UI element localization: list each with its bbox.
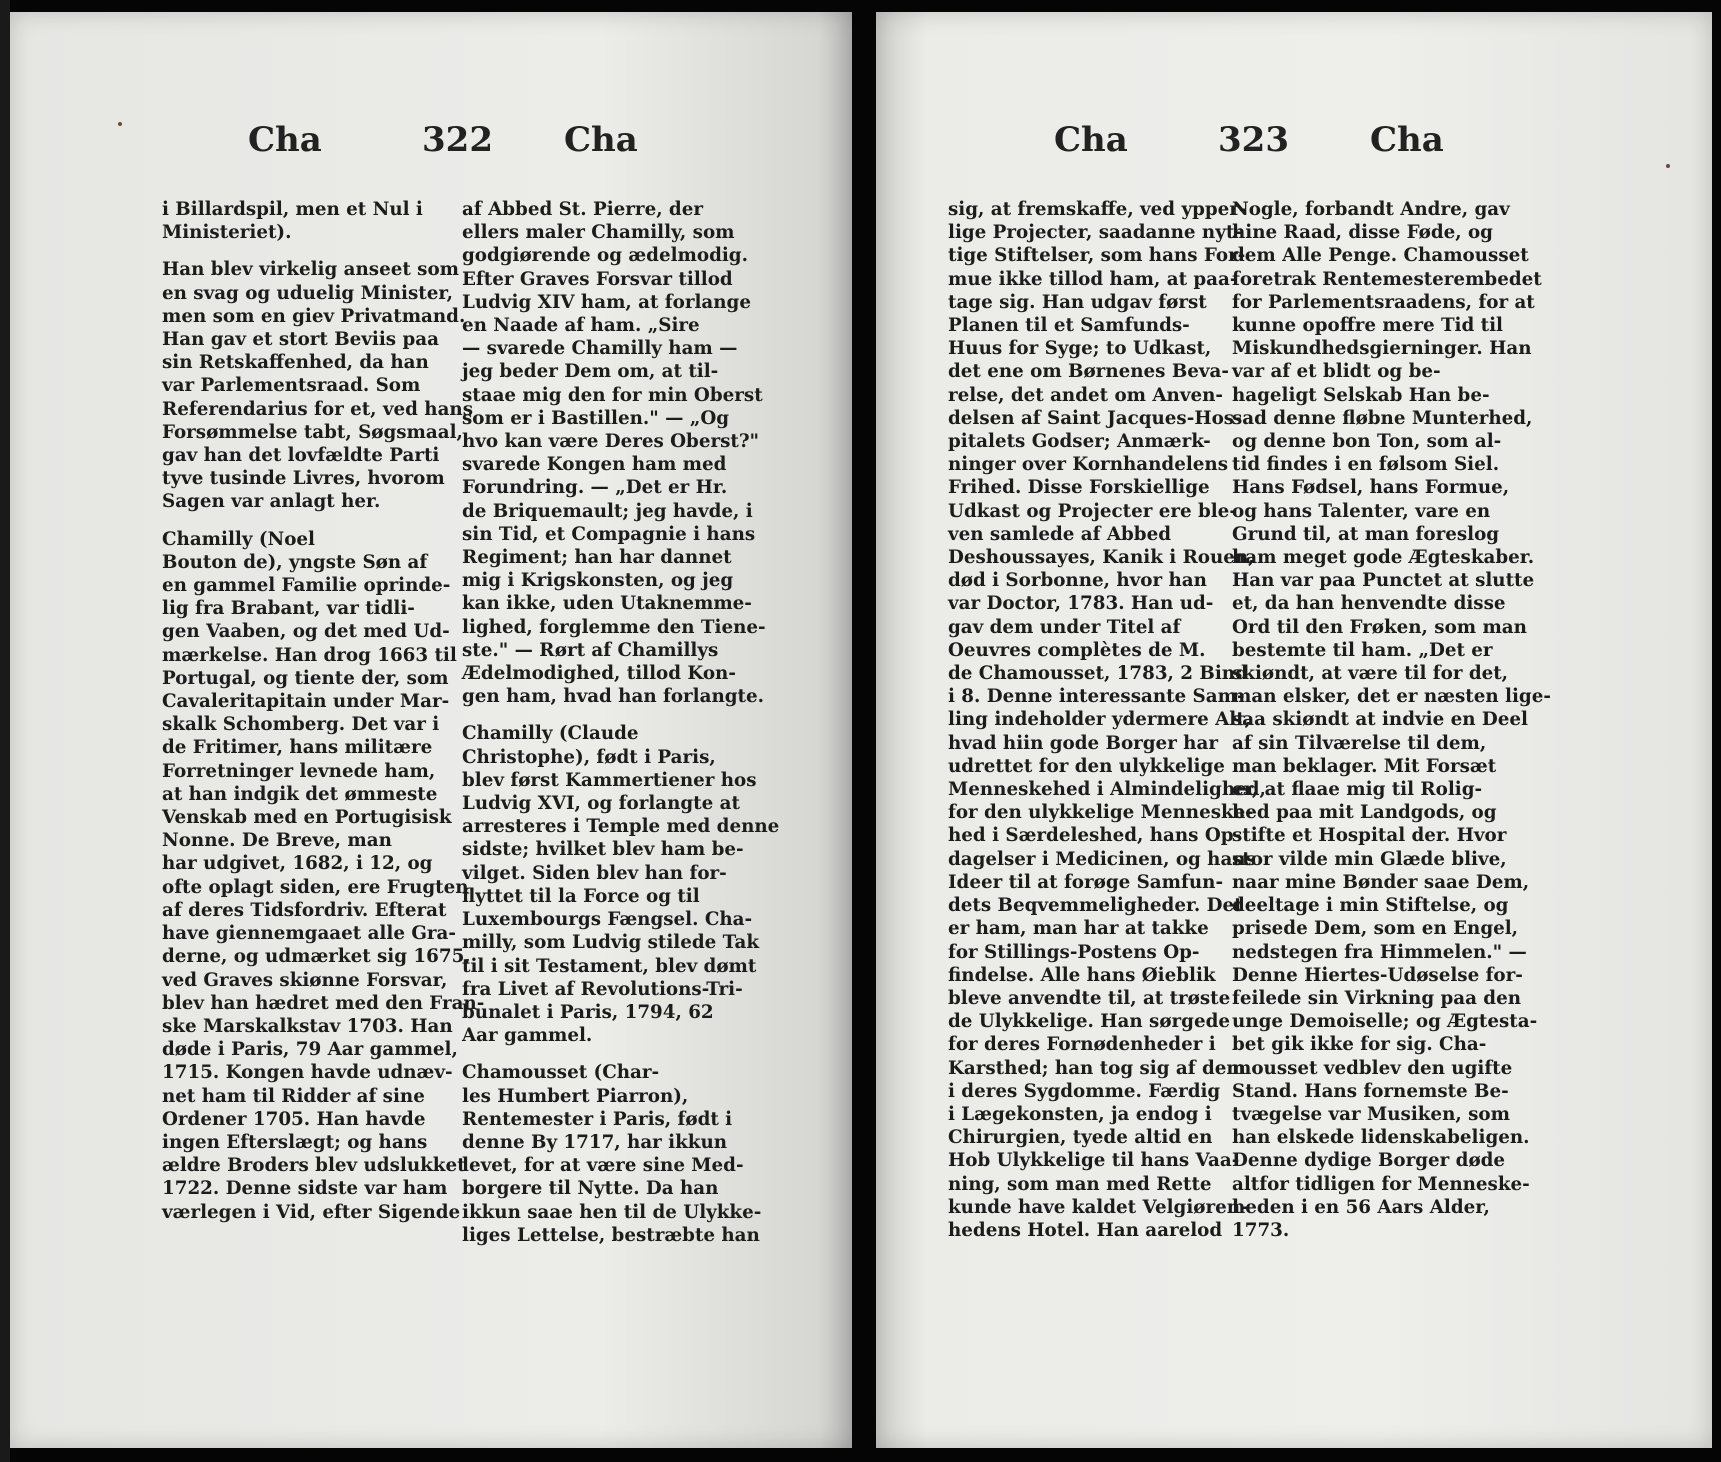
text-line: tige Stiftelser, som hans For-: [948, 245, 1246, 267]
text-line: Ord til den Frøken, som man: [1232, 616, 1527, 638]
text-line: Chirurgien, tyede altid en: [948, 1127, 1213, 1149]
text-line: net ham til Ridder af sine: [162, 1085, 425, 1107]
text-line: Ordener 1705. Han havde: [162, 1108, 426, 1130]
text-line: prisede Dem, som en Engel,: [1232, 918, 1519, 940]
text-line: Christophe), født i Paris,: [462, 746, 716, 768]
text-line: og hans Talenter, vare en: [1232, 500, 1491, 522]
text-line: Hans Fødsel, hans Formue,: [1232, 477, 1510, 499]
text-line: svarede Kongen ham med: [462, 454, 727, 476]
text-line: mig i Krigskonsten, og jeg: [462, 570, 734, 592]
text-line: de Ulykkelige. Han sørgede: [948, 1011, 1231, 1033]
text-line: hed i Særdeleshed, hans Op-: [948, 825, 1242, 847]
text-line: for Parlementsraadens, for at: [1232, 291, 1535, 313]
text-line: gen ham, hvad han forlangte.: [462, 686, 764, 708]
text-line: lighed, forglemme den Tiene-: [462, 616, 766, 638]
text-line: unge Demoiselle; og Ægtesta-: [1232, 1011, 1538, 1033]
text-line: dem Alle Penge. Chamousset: [1232, 245, 1529, 267]
text-line: foretrak Rentemesterembedet: [1232, 268, 1542, 290]
text-line: Denne Hiertes-Udøselse for-: [1232, 964, 1523, 986]
text-line: denne By 1717, har ikkun: [462, 1131, 728, 1153]
text-line: Forundring. — „Det er Hr.: [462, 477, 728, 499]
text-line: hed paa mit Landgods, og: [1232, 802, 1497, 824]
text-line: er, at flaae mig til Rolig-: [1232, 779, 1483, 801]
text-line: udrettet for den ulykkelige: [948, 755, 1225, 777]
text-line: Han gav et stort Beviis paa: [162, 329, 439, 351]
text-line: i Lægekonsten, ja endog i: [948, 1103, 1212, 1125]
text-line: hvo kan være Deres Oberst?": [462, 431, 760, 453]
text-line: Grund til, at man foreslog: [1232, 523, 1500, 545]
text-line: Han blev virkelig anseet som: [162, 259, 459, 281]
text-line: levet, for at være sine Med-: [462, 1155, 744, 1177]
text-line: have giennemgaaet alle Gra-: [162, 923, 456, 945]
text-line: staae mig den for min Oberst: [462, 384, 763, 406]
text-line: kunne opoffre mere Tid til: [1232, 315, 1503, 337]
left-page-column-1: [162, 198, 485, 1224]
text-line: Portugal, og tiente der, som: [162, 667, 449, 689]
text-line: Luxembourgs Fængsel. Cha-: [462, 909, 753, 931]
text-line: sin Retskaffenhed, da han: [162, 352, 429, 374]
text-line: for Stillings-Postens Op-: [948, 941, 1200, 963]
text-line: — svarede Chamilly ham —: [462, 338, 738, 360]
text-line: ning, som man med Rette: [948, 1173, 1212, 1195]
book-gutter: [852, 0, 876, 1462]
text-line: Denne dydige Borger døde: [1232, 1150, 1506, 1172]
left-page-header: [248, 120, 668, 170]
text-line: skalk Schomberg. Det var i: [162, 714, 440, 736]
text-line: tyve tusinde Livres, hvorom: [162, 468, 445, 490]
text-line: ingen Efterslægt; og hans: [162, 1131, 428, 1153]
text-line: 1722. Denne sidste var ham: [162, 1178, 448, 1200]
text-line: stifte et Hospital der. Hvor: [1232, 825, 1507, 847]
text-line: Ædelmodighed, tillod Kon-: [462, 663, 736, 685]
text-line: blev først Kammertiener hos: [462, 769, 757, 791]
text-line: i deres Sygdomme. Færdig: [948, 1080, 1221, 1102]
text-line: til i sit Testament, blev dømt: [462, 955, 757, 977]
text-line: de Briquemault; jeg havde, i: [462, 500, 753, 522]
text-line: Aar gammel.: [462, 1025, 593, 1047]
text-line: Miskundhedsgierninger. Han: [1232, 338, 1532, 360]
text-line: sad denne fløbne Munterhed,: [1232, 407, 1533, 429]
text-line: har udgivet, 1682, i 12, og: [162, 853, 433, 875]
text-line: Nonne. De Breve, man: [162, 830, 392, 852]
text-line: mousset vedblev den ugifte: [1232, 1057, 1513, 1079]
text-line: det ene om Børnenes Bevа-: [948, 361, 1229, 383]
text-line: Chamilly (Noel: [162, 528, 315, 550]
page-number: 323: [1218, 120, 1289, 160]
text-line: Huus for Syge; to Udkast,: [948, 338, 1212, 360]
text-line: Regiment; han har dannet: [462, 547, 732, 569]
running-head-right: Cha: [1370, 120, 1444, 160]
text-line: var Doctor, 1783. Han ud-: [948, 593, 1214, 615]
text-line: bet gik ikke for sig. Cha-: [1232, 1034, 1487, 1056]
text-line: 1773.: [1232, 1219, 1290, 1241]
text-line: nedstegen fra Himmelen." —: [1232, 941, 1527, 963]
text-line: flyttet til la Force og til: [462, 885, 700, 907]
text-line: Ministeriet).: [162, 222, 292, 244]
text-line: Venskab med en Portugisisk: [162, 807, 452, 829]
text-line: borgere til Nytte. Da han: [462, 1178, 719, 1200]
text-line: kan ikke, uden Utaknemme-: [462, 593, 752, 615]
text-line: i Billardspil, men et Nul i: [162, 199, 423, 220]
text-line: delsen af Saint Jacques-Hos-: [948, 407, 1242, 429]
text-line: han elskede lidenskabeligen.: [1232, 1127, 1530, 1149]
text-line: ofte oplagt siden, ere Frugten: [162, 876, 469, 898]
text-line: sin Tid, et Compagnie i hans: [462, 523, 756, 545]
text-line: men som en giev Privatmand.: [162, 305, 466, 327]
text-line: sig, at fremskaffe, ved ypper-: [948, 199, 1247, 220]
text-line: milly, som Ludvig stilede Tak: [462, 932, 760, 954]
text-line: de Fritimer, hans militære: [162, 737, 433, 759]
text-line: Cavaleritapitain under Mar-: [162, 691, 450, 713]
text-line: for den ulykkelige Menneske-: [948, 802, 1253, 824]
text-line: vilget. Siden blev han for-: [462, 862, 727, 884]
text-line: mue ikke tillod ham, at paa-: [948, 268, 1238, 290]
text-line: Han var paa Punctet at slutte: [1232, 570, 1535, 592]
text-line: Karsthed; han tog sig af dem: [948, 1057, 1246, 1079]
text-line: Planen til et Samfunds-: [948, 315, 1190, 337]
text-line: af deres Tidsfordriv. Efterat: [162, 899, 447, 921]
text-line: deeltage i min Stiftelse, og: [1232, 895, 1509, 917]
text-line: stor vilde min Glæde blive,: [1232, 848, 1507, 870]
text-line: ling indeholder ydermere Alt,: [948, 709, 1252, 731]
text-line: tage sig. Han udgav først: [948, 291, 1207, 313]
text-line: bestemte til ham. „Det er: [1232, 639, 1493, 661]
text-line: hageligt Selskab Han be-: [1232, 384, 1490, 406]
text-line: lig fra Brabant, var tidli-: [162, 598, 415, 620]
text-line: Ludvig XVI, og forlangte at: [462, 793, 740, 815]
text-line: bleve anvendte til, at trøste: [948, 987, 1231, 1009]
text-line: og denne bon Ton, som al-: [1232, 431, 1502, 453]
text-line: Frihed. Disse Forskiellige: [948, 477, 1210, 499]
text-line: Chamilly (Claude: [462, 723, 639, 745]
text-line: Stand. Hans fornemste Be-: [1232, 1080, 1509, 1102]
running-head-left: Cha: [248, 120, 322, 160]
text-line: i 8. Denne interessante Sam-: [948, 686, 1245, 708]
text-line: derne, og udmærket sig 1675,: [162, 946, 471, 968]
text-line: de Chamousset, 1783, 2 Bind: [948, 663, 1248, 685]
text-line: Forretninger levnede ham,: [162, 760, 436, 782]
text-line: hedens Hotel. Han aarelod: [948, 1219, 1223, 1241]
text-line: feilede sin Virkning paa den: [1232, 987, 1522, 1009]
text-line: kunde have kaldet Velgiøren-: [948, 1196, 1248, 1218]
text-line: sidste; hvilket blev ham be-: [462, 839, 744, 861]
text-line: Bouton de), yngste Søn af: [162, 551, 428, 573]
right-page-column-2: [1232, 198, 1551, 1242]
text-line: døde i Paris, 79 Aar gammel,: [162, 1039, 458, 1061]
text-line: heden i en 56 Aars Alder,: [1232, 1196, 1490, 1218]
text-line: død i Sorbonne, hvor han: [948, 570, 1207, 592]
paper-speck: [1666, 164, 1670, 168]
text-line: 1715. Kongen havde udnæv-: [162, 1062, 453, 1084]
text-line: en gammel Familie oprinde-: [162, 575, 451, 597]
text-line: hvad hiin gode Borger har: [948, 732, 1218, 754]
running-head-right: Cha: [564, 120, 638, 160]
text-line: af sin Tilværelse til dem,: [1232, 732, 1487, 754]
text-line: arresteres i Temple med denne: [462, 816, 780, 838]
text-line: Ludvig XIV ham, at forlange: [462, 291, 751, 313]
text-line: Hob Ulykkelige til hans Vaa-: [948, 1150, 1240, 1172]
text-line: et, da han henvendte disse: [1232, 593, 1506, 615]
text-line: var Parlementsraad. Som: [162, 375, 421, 397]
text-line: mærkelse. Han drog 1663 til: [162, 644, 457, 666]
left-page-column-2: [462, 198, 780, 1247]
text-line: ven samlede af Abbed: [948, 523, 1171, 545]
text-line: for deres Fornødenheder i: [948, 1034, 1216, 1056]
text-line: tid findes i en følsom Siel.: [1232, 454, 1500, 476]
text-line: dets Beqvemmeligheder. Det: [948, 895, 1243, 917]
text-line: værlegen i Vid, efter Sigende: [162, 1201, 461, 1223]
text-line: findelse. Alle hans Øieblik: [948, 964, 1216, 986]
text-line: altfor tidligen for Menneske-: [1232, 1173, 1530, 1195]
paper-speck: [118, 122, 122, 126]
text-line: relse, det andet om Anven-: [948, 384, 1223, 406]
text-line: Referendarius for et, ved hans: [162, 398, 474, 420]
text-line: gav han det lovfældte Parti: [162, 445, 440, 467]
right-page-header: [1054, 120, 1474, 170]
text-line: gav dem under Titel af: [948, 616, 1181, 638]
text-line: Menneskehed i Almindelighed,: [948, 779, 1266, 801]
text-line: saa skiøndt at indvie en Deel: [1232, 709, 1528, 731]
running-head-left: Cha: [1054, 120, 1128, 160]
text-line: pitalets Godser; Anmærk-: [948, 431, 1211, 453]
text-line: les Humbert Piarron),: [462, 1085, 689, 1107]
text-line: skiøndt, at være til for det,: [1232, 663, 1509, 685]
text-line: dagelser i Medicinen, og hans: [948, 848, 1256, 870]
text-line: som er i Bastillen." — „Og: [462, 407, 730, 429]
text-line: tvægelse var Musiken, som: [1232, 1103, 1510, 1125]
text-line: naar mine Bønder saae Dem,: [1232, 871, 1530, 893]
text-line: blev han hædret med den Fran-: [162, 992, 485, 1014]
text-line: Udkast og Projecter ere ble-: [948, 500, 1237, 522]
text-line: fra Livet af Revolutions-Tri-: [462, 978, 743, 1000]
text-line: man elsker, det er næsten lige-: [1232, 686, 1551, 708]
text-line: ske Marskalkstav 1703. Han: [162, 1015, 453, 1037]
text-line: at han indgik det ømmeste: [162, 783, 438, 805]
text-line: Chamousset (Char-: [462, 1062, 660, 1084]
text-line: ved Graves skiønne Forsvar,: [162, 969, 448, 991]
left-page: [10, 12, 852, 1448]
text-line: godgiørende og ædelmodig.: [462, 245, 748, 267]
text-line: lige Projecter, saadanne nyt-: [948, 222, 1242, 244]
text-line: en svag og uduelig Minister,: [162, 282, 454, 304]
text-line: ham meget gode Ægteskaber.: [1232, 547, 1535, 569]
text-line: Nogle, forbandt Andre, gav: [1232, 199, 1510, 220]
text-line: Rentemester i Paris, født i: [462, 1108, 733, 1130]
text-line: liges Lettelse, bestræbte han: [462, 1224, 760, 1246]
right-page: [876, 12, 1712, 1448]
text-line: ældre Broders blev udslukket: [162, 1155, 466, 1177]
text-line: ste." — Rørt af Chamillys: [462, 639, 719, 661]
text-line: af Abbed St. Pierre, der: [462, 199, 703, 220]
text-line: Deshoussayes, Kanik i Rouen,: [948, 547, 1255, 569]
text-line: man beklager. Mit Forsæt: [1232, 755, 1497, 777]
text-line: en Naade af ham. „Sire: [462, 315, 700, 337]
text-line: ellers maler Chamilly, som: [462, 222, 735, 244]
text-line: bunalet i Paris, 1794, 62: [462, 1001, 714, 1023]
text-line: ninger over Kornhandelens: [948, 454, 1228, 476]
text-line: Oeuvres complètes de M.: [948, 639, 1206, 661]
text-line: gen Vaaben, og det med Ud-: [162, 621, 450, 643]
text-line: ikkun saae hen til de Ulykke-: [462, 1201, 762, 1223]
text-line: Forsømmelse tabt, Søgsmaal,: [162, 421, 463, 443]
text-line: hine Raad, disse Føde, og: [1232, 222, 1493, 244]
text-line: er ham, man har at takke: [948, 918, 1209, 940]
scan-border-left: [0, 0, 10, 1462]
text-line: Sagen var anlagt her.: [162, 491, 381, 513]
text-line: Efter Graves Forsvar tillod: [462, 268, 733, 290]
page-number: 322: [422, 120, 493, 160]
text-line: var af et blidt og be-: [1232, 361, 1441, 383]
text-line: jeg beder Dem om, at til-: [462, 361, 719, 383]
text-line: Ideer til at forøge Samfun-: [948, 871, 1224, 893]
